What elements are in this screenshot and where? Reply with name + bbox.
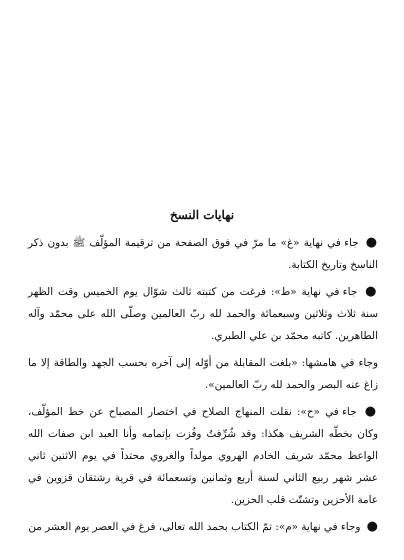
bullet-icon: ● bbox=[365, 284, 378, 299]
paragraph bbox=[28, 232, 378, 276]
bullet-icon: ● bbox=[365, 235, 379, 250]
paragraph-text: جاء في «ح»: نقلت المنهاج الصلاح في اختصار المصباح عن خط المؤلّف، وكان بخطّه الشريف هكذا: وقد شُرِّفتُ وفُزت بإتمامه وأنا العبد ابن صفات الله الواعظ محمّد شريف الخادم الهروي مولداً والغروي محتداً في يوم الاثنين ثاني عشر شهر ربيع الثاني لسنة أربع وثمانين وتسعمائة في قرية رشتقان قزوين في عامة الأحزين وتشتّت قلب الحزين. bbox=[28, 406, 378, 506]
paragraph bbox=[28, 281, 378, 347]
bullet-icon: ● bbox=[364, 404, 379, 419]
paragraph bbox=[28, 401, 378, 511]
paragraph bbox=[28, 516, 378, 538]
paragraph-text: جاء في نهاية «غ» ما مرّ في فوق الصفحة من ترقيمة المؤلّف ﷺ بدون ذكر الناسخ وتاريخ الكتابة. bbox=[28, 237, 378, 271]
body-text bbox=[28, 232, 378, 543]
paragraph bbox=[28, 352, 378, 396]
section-title: نهايات النسخ bbox=[169, 208, 235, 222]
paragraph-text: جاء في نهاية «ط»: فرغت من كتبته ثالث شوّال يوم الخميس وقت الظهر سنة ثلاث وثلاثين وسبعمائة والحمد لله ربّ العالمين وصلّى الله على محمّد وآله الطاهرين. كاتبه محمّد بن علي الطبري. bbox=[28, 286, 378, 342]
paragraph-text: وجاء في هامشها: «بلغت المقابلة من أوّله إلى آخره بحسب الجهد والطاقة إلا ما زاغ عنه البصر والحمد لله ربّ العالمين». bbox=[28, 357, 378, 391]
bullet-icon: ● bbox=[366, 519, 378, 534]
paragraph-text: وجاء في نهاية «م»: تمّ الكتاب بحمد الله تعالى، فرغ في العصر يوم العشر من bbox=[28, 521, 361, 533]
